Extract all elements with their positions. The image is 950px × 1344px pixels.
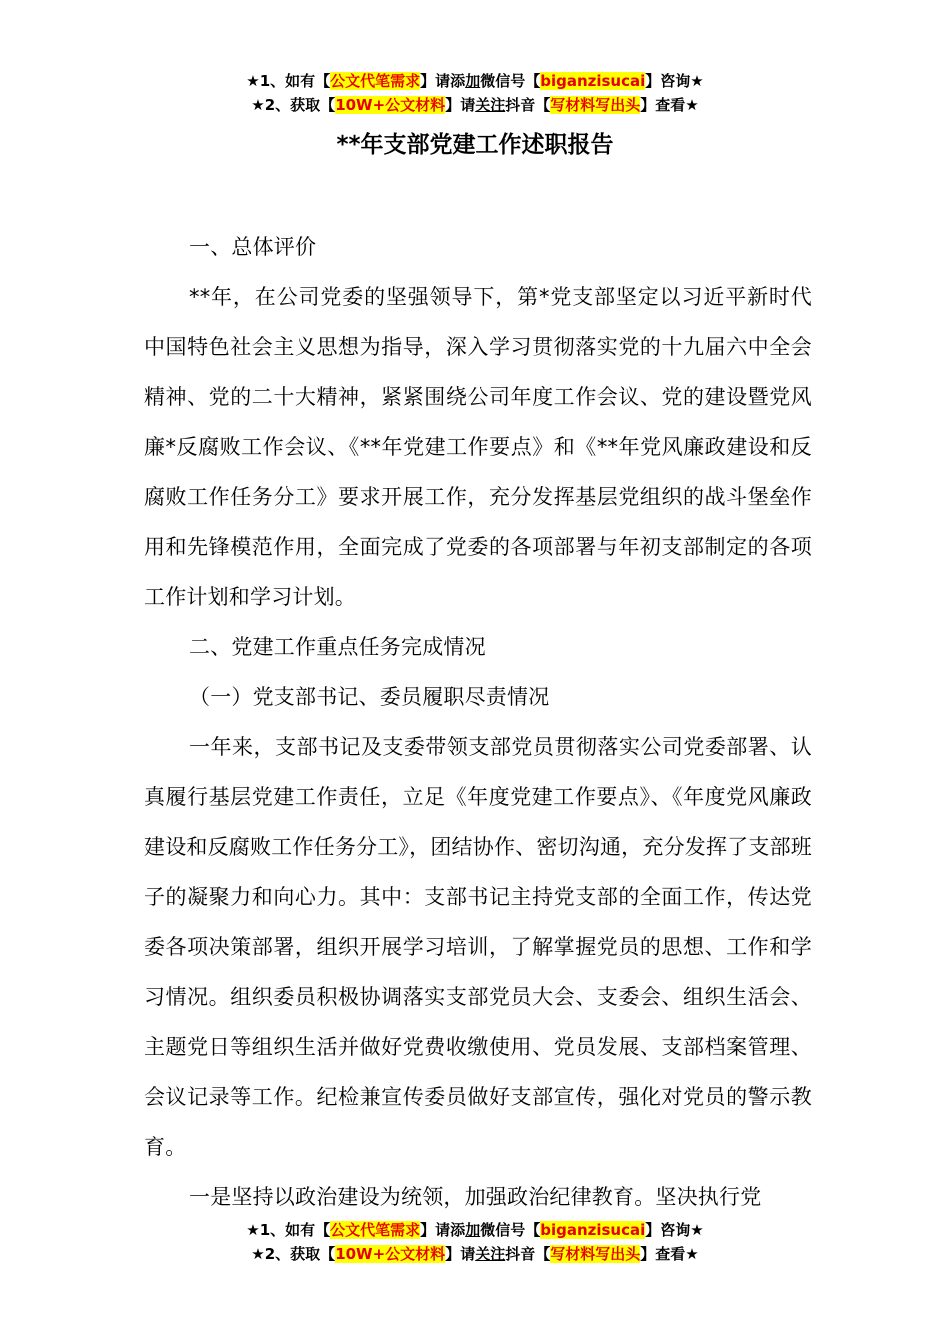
promo-banner-top	[0, 69, 950, 117]
promo-line-1	[0, 1218, 950, 1242]
promo-text: ★1、如有【	[246, 1221, 331, 1239]
promo-highlight: 10W+公文材料	[335, 1245, 446, 1263]
promo-text: 】查看★	[640, 1245, 699, 1263]
promo-highlight: 10W+公文材料	[335, 96, 446, 114]
document-title: **年支部党建工作述职报告	[336, 132, 614, 158]
promo-highlight-wechat: biganzisucai	[540, 1221, 646, 1239]
promo-text: 】请	[445, 1245, 476, 1263]
promo-text: ★1、如有【	[246, 72, 331, 90]
promo-text: 】请	[445, 96, 476, 114]
promo-line-1	[0, 69, 950, 93]
section-heading: 二、党建工作重点任务完成情况	[189, 635, 486, 659]
promo-highlight-douyin: 写材料写出头	[550, 96, 641, 114]
promo-text: 抖音【	[505, 96, 551, 114]
promo-line-2	[0, 93, 950, 117]
paragraph: 一是坚持以政治建设为统领，加强政治纪律教育。坚决执行党	[189, 1185, 762, 1209]
promo-emphasis: 关注	[475, 96, 506, 114]
paragraph: **年，在公司党委的坚强领导下，第*党支部坚定以习近平新时代中国特色社会主义思想为指导，深入学习贯彻落实党的十九届六中全会精神、党的二十大精神，紧紧围绕公司年度工作会议、党的建设暨党风廉*反腐败工作会议、《**年党建工作要点》和《**年党风廉政建设和反腐败工作任务分工》要求开展工作，充分发挥基层党组织的战斗堡垒作用和先锋模范作用，全面完成了党委的各项部署与年初支部制定的各项工作计划和学习计划。	[144, 285, 812, 609]
promo-line-2	[0, 1242, 950, 1266]
promo-emphasis: 加	[465, 1221, 481, 1239]
promo-text: 微信号【	[480, 1221, 541, 1239]
promo-text: 】请添	[420, 1221, 466, 1239]
promo-text: 】请添	[420, 72, 466, 90]
subsection-heading: （一）党支部书记、委员履职尽责情况	[189, 685, 550, 709]
promo-highlight: 公文代笔需求	[330, 72, 421, 90]
promo-highlight: 公文代笔需求	[330, 1221, 421, 1239]
paragraph: 一年来，支部书记及支委带领支部党员贯彻落实公司党委部署、认真履行基层党建工作责任，立足《年度党建工作要点》、《年度党风廉政建设和反腐败工作任务分工》，团结协作、密切沟通，充分发挥了支部班子的凝聚力和向心力。其中：支部书记主持党支部的全面工作，传达党委各项决策部署，组织开展学习培训，了解掌握党员的思想、工作和学习情况。组织委员积极协调落实支部党员大会、支委会、组织生活会、主题党日等组织生活并做好党费收缴使用、党员发展、支部档案管理、会议记录等工作。纪检兼宣传委员做好支部宣传，强化对党员的警示教育。	[144, 735, 812, 1159]
promo-text: ★2、获取【	[251, 1245, 336, 1263]
promo-text: ★2、获取【	[251, 96, 336, 114]
promo-text: 】查看★	[640, 96, 699, 114]
promo-emphasis: 加	[465, 72, 481, 90]
promo-text: 抖音【	[505, 1245, 551, 1263]
promo-text: 微信号【	[480, 72, 541, 90]
promo-emphasis: 关注	[475, 1245, 506, 1263]
promo-text: 】咨询★	[645, 72, 704, 90]
promo-highlight-wechat: biganzisucai	[540, 72, 646, 90]
promo-text: 】咨询★	[645, 1221, 704, 1239]
promo-highlight-douyin: 写材料写出头	[550, 1245, 641, 1263]
section-heading: 一、总体评价	[189, 235, 317, 259]
promo-banner-bottom	[0, 1218, 950, 1266]
document-body	[144, 222, 812, 1222]
